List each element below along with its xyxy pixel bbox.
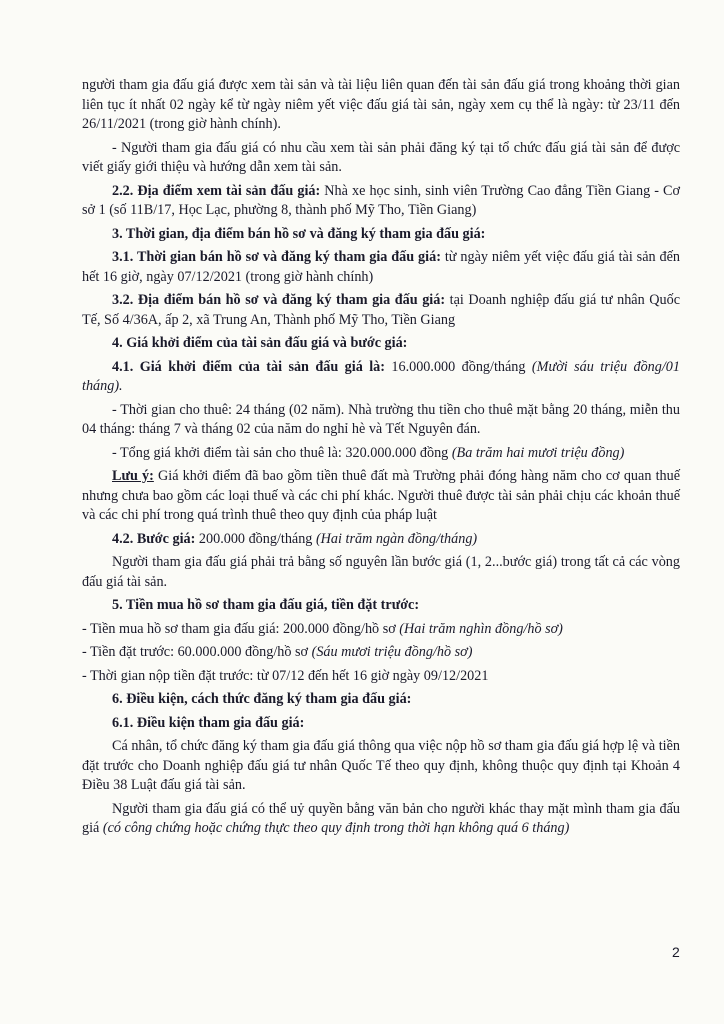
section-3-2-label: 3.2. Địa điểm bán hồ sơ và đăng ký tham gia đấu giá: [112, 292, 446, 308]
note-text: Giá khởi điểm đã bao gồm tiền thuê đất mà Trường phải đóng hàng năm cho cơ quan thuế nhưng chưa bao gồm các loại thuế và các chi phí khác. Người thuê được tài sản phải chịu các khoản thuế và các chi phí trong quá trình thuê theo quy định của pháp luật [82, 468, 681, 523]
heading-4 [82, 334, 680, 354]
section-2-2 [82, 182, 680, 221]
authorization-italic: (có công chứng hoặc chứng thực theo quy định trong thời hạn không quá 6 tháng) [102, 820, 570, 836]
heading-6-1 [82, 714, 680, 734]
section-4-2 [82, 530, 680, 550]
paragraph-eligibility: Cá nhân, tổ chức đăng ký tham gia đấu giá thông qua việc nộp hồ sơ tham gia đấu giá hợp lệ và tiền đặt trước cho Doanh nghiệp đấu giá tư nhân Quốc Tế theo quy định, không thuộc quy định tại Khoản 4 Điều 38 Luật đấu giá tài sản. [82, 738, 680, 793]
total-price-italic: (Ba trăm hai mươi triệu đồng) [451, 444, 625, 461]
section-4-2-text: 200.000 đồng/tháng [195, 530, 316, 547]
heading-4-text: 4. Giá khởi điểm của tài sản đấu giá và bước giá: [112, 335, 408, 351]
paragraph-deposit-time: - Thời gian nộp tiền đặt trước: từ 07/12 đến hết 16 giờ ngày 09/12/2021 [82, 667, 489, 684]
section-3-1-text: từ ngày niêm yết việc đấu giá tài sản đến hết 16 giờ, ngày 07/12/2021 (trong giờ hành chính) [82, 249, 680, 285]
paragraph-view-registration: - Người tham gia đấu giá có nhu cầu xem tài sản phải đăng ký tại tổ chức đấu giá tài sản để được viết giấy giới thiệu và hướng dẫn xem tài sản. [82, 139, 680, 175]
total-price-text: - Tổng giá khởi điểm tài sản cho thuê là: 320.000.000 đồng [112, 444, 452, 461]
paragraph-view-period: người tham gia đấu giá được xem tài sản và tài liệu liên quan đến tài sản đấu giá trong khoảng thời gian liên tục ít nhất 02 ngày kể từ ngày niêm yết việc đấu giá tài sản, ngày xem cụ thể là ngày: từ 23/11 đến 26/11/2021 (trong giờ hành chính). [82, 77, 680, 132]
section-3-2 [82, 291, 680, 330]
heading-6 [82, 690, 680, 710]
document-body [82, 76, 680, 843]
paragraph-authorization [82, 800, 680, 839]
dossier-fee-text: - Tiền mua hồ sơ tham gia đấu giá: 200.000 đồng/hồ sơ [82, 620, 400, 637]
paragraph-rent-period: - Thời gian cho thuê: 24 tháng (02 năm). Nhà trường thu tiền cho thuê mặt bằng 20 tháng, miễn thu 04 tháng: tháng 7 và tháng 02 của năm do nghỉ hè và Tết Nguyên đán. [82, 401, 680, 437]
page-number: 2 [672, 944, 680, 960]
deposit-italic: (Sáu mươi triệu đồng/hồ sơ) [311, 644, 473, 660]
paragraph-bid-step: Người tham gia đấu giá phải trả bằng số nguyên lần bước giá (1, 2...bước giá) trong tất cả các vòng đấu giá tài sản. [82, 554, 680, 590]
heading-6-1-text: 6.1. Điều kiện tham gia đấu giá: [112, 714, 305, 731]
heading-3 [82, 225, 680, 245]
heading-3-text: 3. Thời gian, địa điểm bán hồ sơ và đăng ký tham gia đấu giá: [112, 225, 486, 242]
section-2-2-label: 2.2. Địa điểm xem tài sản đấu giá: [112, 182, 321, 199]
note-label: Lưu ý: [112, 468, 154, 484]
section-4-1-italic: (Mười sáu triệu đồng/01 tháng). [82, 358, 680, 394]
section-4-2-label: 4.2. Bước giá: [112, 530, 196, 547]
heading-5 [82, 596, 680, 616]
section-3-2-text: tại Doanh nghiệp đấu giá tư nhân Quốc Tế, Số 4/36A, ấp 2, xã Trung An, Thành phố Mỹ Tho, Tiền Giang [82, 292, 680, 328]
paragraph-dossier-fee [82, 620, 680, 640]
heading-5-text: 5. Tiền mua hồ sơ tham gia đấu giá, tiền đặt trước: [112, 597, 420, 613]
paragraph-total-price [82, 444, 680, 464]
paragraph-deposit [82, 643, 680, 663]
deposit-text: - Tiền đặt trước: 60.000.000 đồng/hồ sơ [82, 644, 312, 660]
section-4-1-text: 16.000.000 đồng/tháng [384, 358, 532, 375]
heading-6-text: 6. Điều kiện, cách thức đăng ký tham gia đấu giá: [112, 691, 412, 707]
section-2-2-text: Nhà xe học sinh, sinh viên Trường Cao đẳng Tiền Giang - Cơ sở 1 (số 11B/17, Học Lạc, phường 8, thành phố Mỹ Tho, Tiền Giang) [82, 182, 680, 218]
section-4-1 [82, 358, 680, 397]
dossier-fee-italic: (Hai trăm nghìn đồng/hồ sơ) [399, 620, 563, 637]
section-4-2-italic: (Hai trăm ngàn đồng/tháng) [315, 530, 478, 547]
section-4-1-label: 4.1. Giá khởi điểm của tài sản đấu giá là: [112, 358, 385, 375]
section-3-1 [82, 248, 680, 287]
authorization-text: Người tham gia đấu giá có thể uỷ quyền bằng văn bản cho người khác thay mặt mình tham gia đấu giá [82, 800, 680, 836]
section-3-1-label: 3.1. Thời gian bán hồ sơ và đăng ký tham gia đấu giá: [112, 249, 441, 265]
paragraph-note [82, 467, 680, 526]
